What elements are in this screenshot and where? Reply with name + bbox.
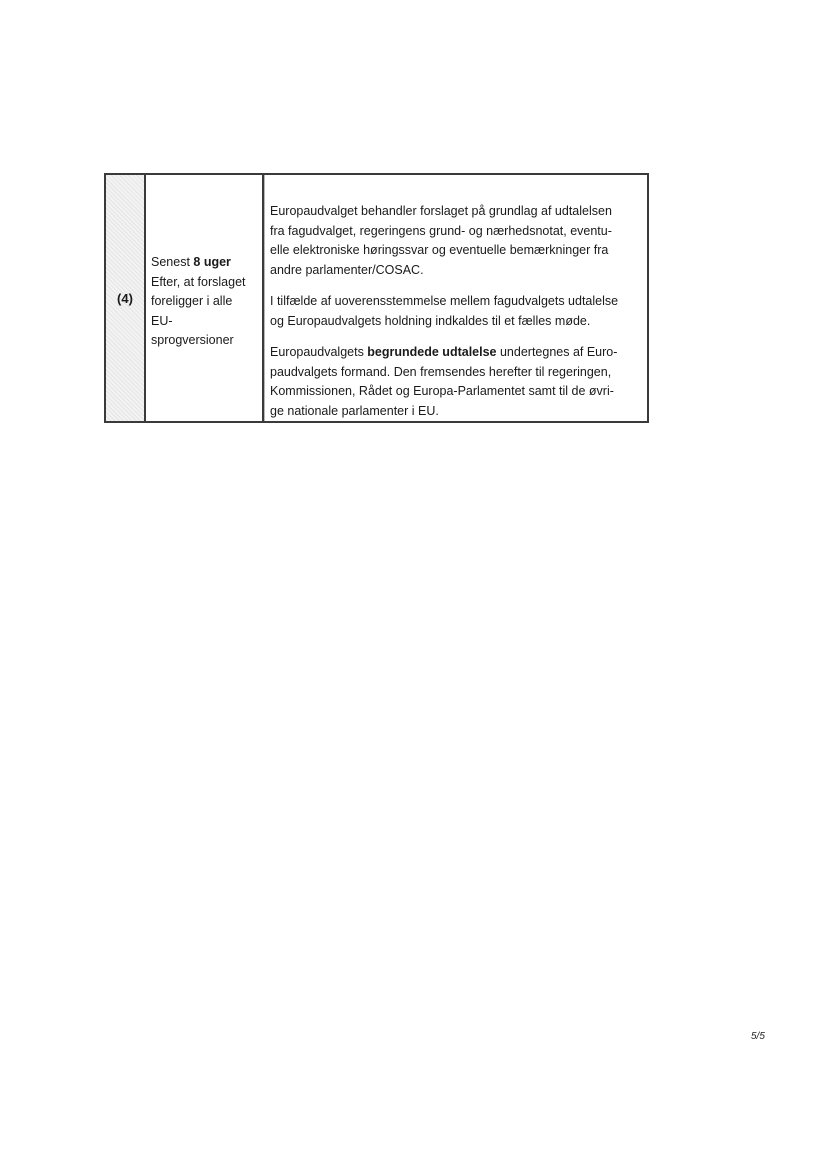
deadline-line: EU- (151, 313, 173, 328)
step-cell (106, 175, 146, 421)
step-number: (4) (117, 290, 133, 306)
deadline-line: Efter, at forslaget (151, 274, 246, 289)
text-line: Kommissionen, Rådet og Europa-Parlamentet samt til de øvri- (270, 384, 614, 398)
procedure-table (104, 173, 649, 423)
description-paragraph-3 (270, 343, 643, 421)
text-suffix: undertegnes af Euro- (496, 345, 618, 359)
text-prefix: Europaudvalgets (270, 345, 368, 359)
deadline-cell (146, 175, 264, 421)
text-line: andre parlamenter/COSAC. (270, 262, 424, 277)
text-line: og Europaudvalgets holdning indkaldes til et fælles møde. (270, 313, 591, 328)
description-paragraph-2 (270, 292, 643, 331)
text-line (270, 343, 643, 363)
text-line: paudvalgets formand. Den fremsendes herefter til regeringen, (270, 364, 612, 379)
text-line: fra fagudvalget, regeringens grund- og nærhedsnotat, eventu- (270, 223, 612, 238)
text-line: elle elektroniske høringssvar og eventuelle bemærkninger fra (270, 243, 609, 257)
deadline-line: foreligger i alle (151, 294, 233, 308)
page-number: 5/5 (751, 1031, 765, 1042)
deadline-line: sprogversioner (151, 333, 234, 347)
description-paragraph-1 (270, 202, 643, 280)
deadline-headline (151, 253, 258, 273)
text-line: I tilfælde af uoverensstemmelse mellem fagudvalgets udtalelse (270, 294, 619, 308)
deadline-prefix: Senest (151, 255, 194, 269)
text-line: Europaudvalget behandler forslaget på grundlag af udtalelsen (270, 204, 612, 218)
text-line: ge nationale parlamenter i EU. (270, 403, 439, 418)
description-cell (264, 175, 647, 421)
deadline-weeks: 8 uger (193, 255, 231, 269)
reasoned-opinion-term: begrundede udtalelse (367, 345, 497, 359)
